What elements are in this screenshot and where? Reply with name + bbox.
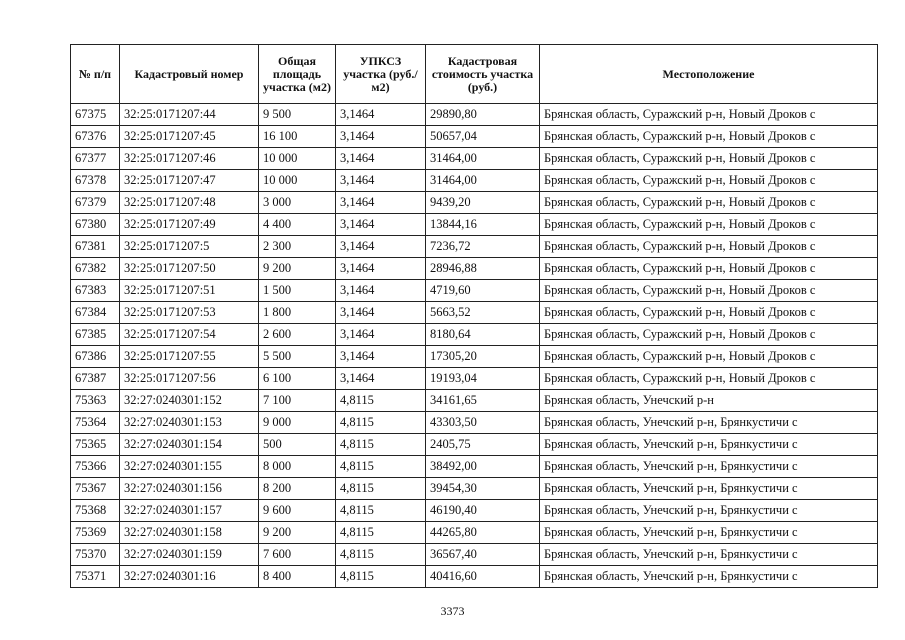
cell-cadastral-number: 32:25:0171207:50 [120,258,259,280]
cell-number: 67378 [71,170,120,192]
cell-cadastral-value: 17305,20 [426,346,540,368]
cell-number: 67387 [71,368,120,390]
cell-cadastral-number: 32:25:0171207:51 [120,280,259,302]
cell-location: Брянская область, Суражский р-н, Новый Дроков с [540,280,878,302]
cell-cadastral-value: 19193,04 [426,368,540,390]
cell-number: 67377 [71,148,120,170]
cell-location: Брянская область, Суражский р-н, Новый Дроков с [540,126,878,148]
cell-number: 67375 [71,104,120,126]
cell-number: 67386 [71,346,120,368]
cell-area: 10 000 [259,170,336,192]
cell-upksz: 3,1464 [336,214,426,236]
table-row [71,214,878,236]
col-header-cadastral-value-label: Кадастровая стоимость участка (руб.) [431,53,534,94]
cell-area: 1 500 [259,280,336,302]
cell-upksz: 3,1464 [336,170,426,192]
cell-number: 67384 [71,302,120,324]
cell-location: Брянская область, Суражский р-н, Новый Дроков с [540,346,878,368]
cell-location: Брянская область, Унечский р-н, Брянкустичи с [540,500,878,522]
col-header-upksz [336,45,426,104]
cell-number: 75368 [71,500,120,522]
cell-cadastral-number: 32:27:0240301:155 [120,456,259,478]
cell-area: 6 100 [259,368,336,390]
cell-upksz: 3,1464 [336,280,426,302]
cell-number: 67382 [71,258,120,280]
cell-upksz: 3,1464 [336,236,426,258]
cell-location: Брянская область, Суражский р-н, Новый Дроков с [540,170,878,192]
col-header-location: Местоположение [540,45,878,104]
cell-upksz: 3,1464 [336,302,426,324]
cell-cadastral-number: 32:27:0240301:16 [120,566,259,588]
cell-cadastral-number: 32:27:0240301:152 [120,390,259,412]
cell-cadastral-number: 32:27:0240301:157 [120,500,259,522]
cell-upksz: 4,8115 [336,456,426,478]
cell-number: 75364 [71,412,120,434]
table-body [71,104,878,588]
cell-cadastral-number: 32:25:0171207:47 [120,170,259,192]
cell-cadastral-number: 32:25:0171207:46 [120,148,259,170]
table-row [71,566,878,588]
cell-location: Брянская область, Суражский р-н, Новый Дроков с [540,192,878,214]
table-row [71,390,878,412]
cell-number: 75365 [71,434,120,456]
table-row [71,500,878,522]
cell-number: 75370 [71,544,120,566]
cell-area: 1 800 [259,302,336,324]
cell-upksz: 3,1464 [336,258,426,280]
col-header-upksz-label: УПКСЗ участка (руб./м2) [343,53,418,94]
cell-location: Брянская область, Суражский р-н, Новый Дроков с [540,324,878,346]
cell-area: 9 000 [259,412,336,434]
cell-cadastral-value: 31464,00 [426,170,540,192]
cell-upksz: 4,8115 [336,500,426,522]
cell-number: 75369 [71,522,120,544]
table-row [71,456,878,478]
table-row [71,544,878,566]
cell-cadastral-value: 34161,65 [426,390,540,412]
table-row [71,280,878,302]
cell-upksz: 3,1464 [336,368,426,390]
table-row [71,434,878,456]
table-row [71,192,878,214]
cell-cadastral-value: 29890,80 [426,104,540,126]
cell-area: 16 100 [259,126,336,148]
cell-upksz: 3,1464 [336,346,426,368]
table-row [71,104,878,126]
cell-upksz: 4,8115 [336,412,426,434]
cell-cadastral-number: 32:25:0171207:53 [120,302,259,324]
cell-upksz: 4,8115 [336,544,426,566]
cell-cadastral-number: 32:25:0171207:48 [120,192,259,214]
cell-area: 8 000 [259,456,336,478]
cell-location: Брянская область, Суражский р-н, Новый Дроков с [540,148,878,170]
cell-upksz: 3,1464 [336,104,426,126]
cell-cadastral-value: 39454,30 [426,478,540,500]
cell-location: Брянская область, Унечский р-н [540,390,878,412]
cell-cadastral-value: 9439,20 [426,192,540,214]
cell-cadastral-number: 32:25:0171207:55 [120,346,259,368]
col-header-cadastral-number: Кадастровый номер [120,45,259,104]
cell-upksz: 3,1464 [336,126,426,148]
cell-upksz: 4,8115 [336,522,426,544]
table-header [71,45,878,104]
cell-area: 3 000 [259,192,336,214]
cell-location: Брянская область, Унечский р-н, Брянкустичи с [540,434,878,456]
cell-location: Брянская область, Суражский р-н, Новый Дроков с [540,104,878,126]
cell-upksz: 3,1464 [336,324,426,346]
cell-cadastral-number: 32:25:0171207:5 [120,236,259,258]
cell-cadastral-value: 5663,52 [426,302,540,324]
table-row [71,346,878,368]
cell-location: Брянская область, Суражский р-н, Новый Дроков с [540,302,878,324]
cell-cadastral-number: 32:27:0240301:156 [120,478,259,500]
cell-number: 67383 [71,280,120,302]
table-row [71,148,878,170]
header-row [71,45,878,104]
cell-number: 75366 [71,456,120,478]
cell-area: 8 200 [259,478,336,500]
page-number: 3373 [440,604,465,618]
cell-location: Брянская область, Суражский р-н, Новый Дроков с [540,236,878,258]
cell-cadastral-value: 31464,00 [426,148,540,170]
cell-location: Брянская область, Унечский р-н, Брянкустичи с [540,478,878,500]
cell-number: 67381 [71,236,120,258]
cell-number: 75367 [71,478,120,500]
cell-cadastral-number: 32:25:0171207:56 [120,368,259,390]
cell-location: Брянская область, Суражский р-н, Новый Дроков с [540,258,878,280]
cell-number: 67379 [71,192,120,214]
table-row [71,522,878,544]
cell-cadastral-number: 32:27:0240301:158 [120,522,259,544]
cell-cadastral-value: 4719,60 [426,280,540,302]
cell-cadastral-value: 40416,60 [426,566,540,588]
cell-area: 9 200 [259,522,336,544]
cell-area: 9 500 [259,104,336,126]
cell-area: 7 100 [259,390,336,412]
cell-location: Брянская область, Унечский р-н, Брянкустичи с [540,566,878,588]
col-header-number: № п/п [71,45,120,104]
cell-cadastral-number: 32:27:0240301:159 [120,544,259,566]
cell-upksz: 3,1464 [336,192,426,214]
cell-area: 7 600 [259,544,336,566]
cell-upksz: 4,8115 [336,566,426,588]
cell-area: 10 000 [259,148,336,170]
cell-cadastral-value: 38492,00 [426,456,540,478]
cell-cadastral-value: 7236,72 [426,236,540,258]
cell-location: Брянская область, Унечский р-н, Брянкустичи с [540,522,878,544]
cell-cadastral-number: 32:27:0240301:153 [120,412,259,434]
cell-cadastral-value: 50657,04 [426,126,540,148]
col-header-area [259,45,336,104]
cell-number: 75363 [71,390,120,412]
cell-area: 9 600 [259,500,336,522]
table-row [71,236,878,258]
cell-area: 8 400 [259,566,336,588]
cell-area: 9 200 [259,258,336,280]
cell-cadastral-value: 46190,40 [426,500,540,522]
cell-area: 5 500 [259,346,336,368]
table-row [71,170,878,192]
cell-area: 4 400 [259,214,336,236]
table-row [71,126,878,148]
table-row [71,258,878,280]
cell-location: Брянская область, Унечский р-н, Брянкустичи с [540,544,878,566]
cell-location: Брянская область, Унечский р-н, Брянкустичи с [540,412,878,434]
cell-cadastral-number: 32:25:0171207:54 [120,324,259,346]
cell-cadastral-number: 32:25:0171207:45 [120,126,259,148]
cell-cadastral-value: 13844,16 [426,214,540,236]
cell-upksz: 4,8115 [336,478,426,500]
cell-location: Брянская область, Унечский р-н, Брянкустичи с [540,456,878,478]
cell-cadastral-value: 8180,64 [426,324,540,346]
col-header-area-label: Общая площадь участка (м2) [263,53,331,94]
cell-cadastral-value: 44265,80 [426,522,540,544]
cell-area: 500 [259,434,336,456]
col-header-cadastral-value [426,45,540,104]
cell-area: 2 600 [259,324,336,346]
cadastral-table [70,44,878,588]
cell-location: Брянская область, Суражский р-н, Новый Дроков с [540,214,878,236]
cell-number: 67385 [71,324,120,346]
cell-cadastral-value: 43303,50 [426,412,540,434]
cell-number: 75371 [71,566,120,588]
table-row [71,478,878,500]
cell-cadastral-number: 32:27:0240301:154 [120,434,259,456]
cell-cadastral-value: 28946,88 [426,258,540,280]
table-row [71,302,878,324]
cell-cadastral-number: 32:25:0171207:49 [120,214,259,236]
cell-upksz: 4,8115 [336,434,426,456]
table-row [71,412,878,434]
cell-cadastral-value: 36567,40 [426,544,540,566]
table-row [71,368,878,390]
cell-upksz: 4,8115 [336,390,426,412]
cell-cadastral-value: 2405,75 [426,434,540,456]
cell-upksz: 3,1464 [336,148,426,170]
cell-cadastral-number: 32:25:0171207:44 [120,104,259,126]
cell-number: 67376 [71,126,120,148]
table-row [71,324,878,346]
cell-number: 67380 [71,214,120,236]
cell-area: 2 300 [259,236,336,258]
cell-location: Брянская область, Суражский р-н, Новый Дроков с [540,368,878,390]
